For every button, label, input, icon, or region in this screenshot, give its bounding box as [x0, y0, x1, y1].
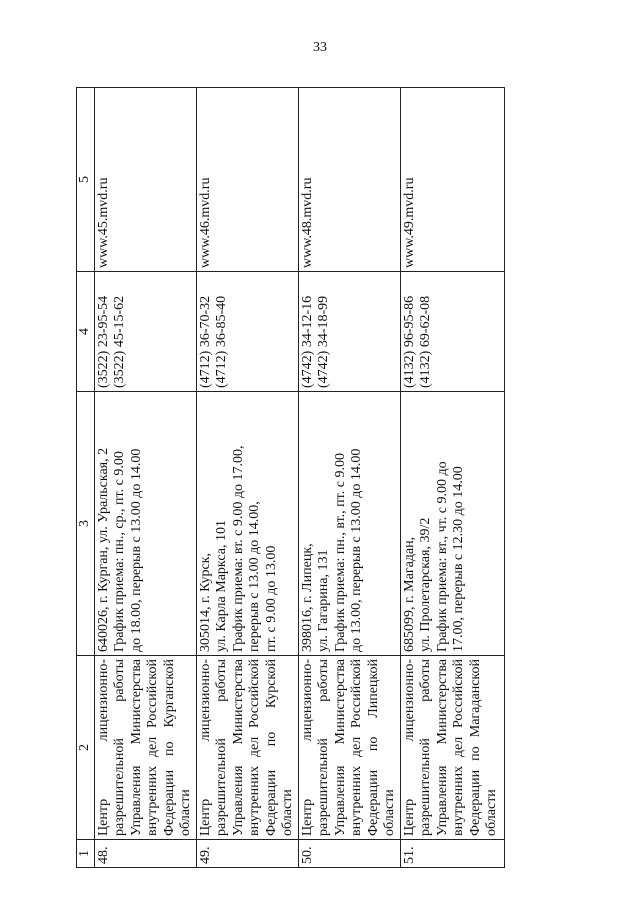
- address-line: до 13.00, перерыв с 13.00 до 14.00: [349, 448, 364, 652]
- address-line: 685099, г. Магадан,: [401, 536, 417, 652]
- address-line: 640026, г. Курган, ул. Уральская, 2: [95, 447, 111, 652]
- row-number: 50.: [298, 840, 400, 868]
- table-row: [94, 88, 196, 868]
- phone: (4712) 36-85-40: [214, 295, 229, 388]
- phones: [298, 272, 400, 392]
- address-line: перерыв с 13.00 до 14.00,: [247, 501, 262, 652]
- table-row: [400, 88, 504, 868]
- address-line: График приема: вт. с 9.00 до 17.00,: [230, 445, 246, 652]
- header-col-4: 4: [77, 272, 95, 392]
- licensing-centers-table: [76, 87, 505, 868]
- phones: [94, 272, 196, 392]
- address-line: График приема: вт., чт. с 9.00 до: [434, 461, 450, 652]
- center-name: Центр лицензионно-разрешительной работы Управления Министерства внутренних дел Российской Федерации по Магаданской области: [400, 656, 504, 840]
- address-line: ул. Пролетарская, 39/2: [418, 517, 433, 652]
- phones: [196, 272, 298, 392]
- page-number: 33: [313, 40, 327, 55]
- website: www.45.mvd.ru: [94, 88, 196, 272]
- address-schedule: [298, 392, 400, 656]
- phone: (3522) 45-15-62: [112, 295, 127, 388]
- address-line: до 18.00, перерыв с 13.00 до 14.00: [128, 448, 144, 652]
- address-schedule: [94, 392, 196, 656]
- website: www.46.mvd.ru: [196, 88, 298, 272]
- phone: (4132) 96-95-86: [401, 295, 417, 388]
- header-row: [77, 88, 95, 868]
- header-col-2: 2: [77, 656, 95, 840]
- website: www.49.mvd.ru: [400, 88, 504, 272]
- address-line: пт. с 9.00 до 13.00: [263, 545, 279, 652]
- address-schedule: [196, 392, 298, 656]
- center-name: Центр лицензионно-разрешительной работы Управления Министерства внутренних дел Российской Федерации по Курской области: [196, 656, 298, 840]
- table-row: [298, 88, 400, 868]
- row-number: 51.: [400, 840, 504, 868]
- address-line: 398016, г. Липецк,: [299, 543, 315, 652]
- address-line: ул. Гагарина, 131: [316, 549, 331, 652]
- address-line: ул. Карла Маркса, 101: [214, 520, 229, 652]
- table-row: [196, 88, 298, 868]
- rotated-table-container: [76, 88, 499, 868]
- address-line: 305014, г. Курск,: [197, 553, 213, 652]
- header-col-1: 1: [77, 840, 95, 868]
- phone: (4742) 34-12-16: [299, 295, 315, 388]
- header-col-3: 3: [77, 392, 95, 656]
- phone: (4132) 69-62-08: [418, 295, 433, 388]
- center-name: Центр лицензионно-разрешительной работы Управления Министерства внутренних дел Российской Федерации по Липецкой области: [298, 656, 400, 840]
- phone: (4742) 34-18-99: [316, 295, 331, 388]
- row-number: 49.: [196, 840, 298, 868]
- center-name: Центр лицензионно-разрешительной работы Управления Министерства внутренних дел Российской Федерации по Курганской области: [94, 656, 196, 840]
- phones: [400, 272, 504, 392]
- website: www.48.mvd.ru: [298, 88, 400, 272]
- phone: (4712) 36-70-32: [197, 295, 213, 388]
- row-number: 48.: [94, 840, 196, 868]
- address-line: 17.00, перерыв с 12.30 до 14.00: [451, 466, 466, 652]
- phone: (3522) 23-95-54: [95, 295, 111, 388]
- header-col-5: 5: [77, 88, 95, 272]
- address-schedule: [400, 392, 504, 656]
- address-line: График приема: пн., вт., пт. с 9.00: [332, 453, 348, 652]
- address-line: График приема: пн., ср., пт. с 9.00: [112, 451, 127, 652]
